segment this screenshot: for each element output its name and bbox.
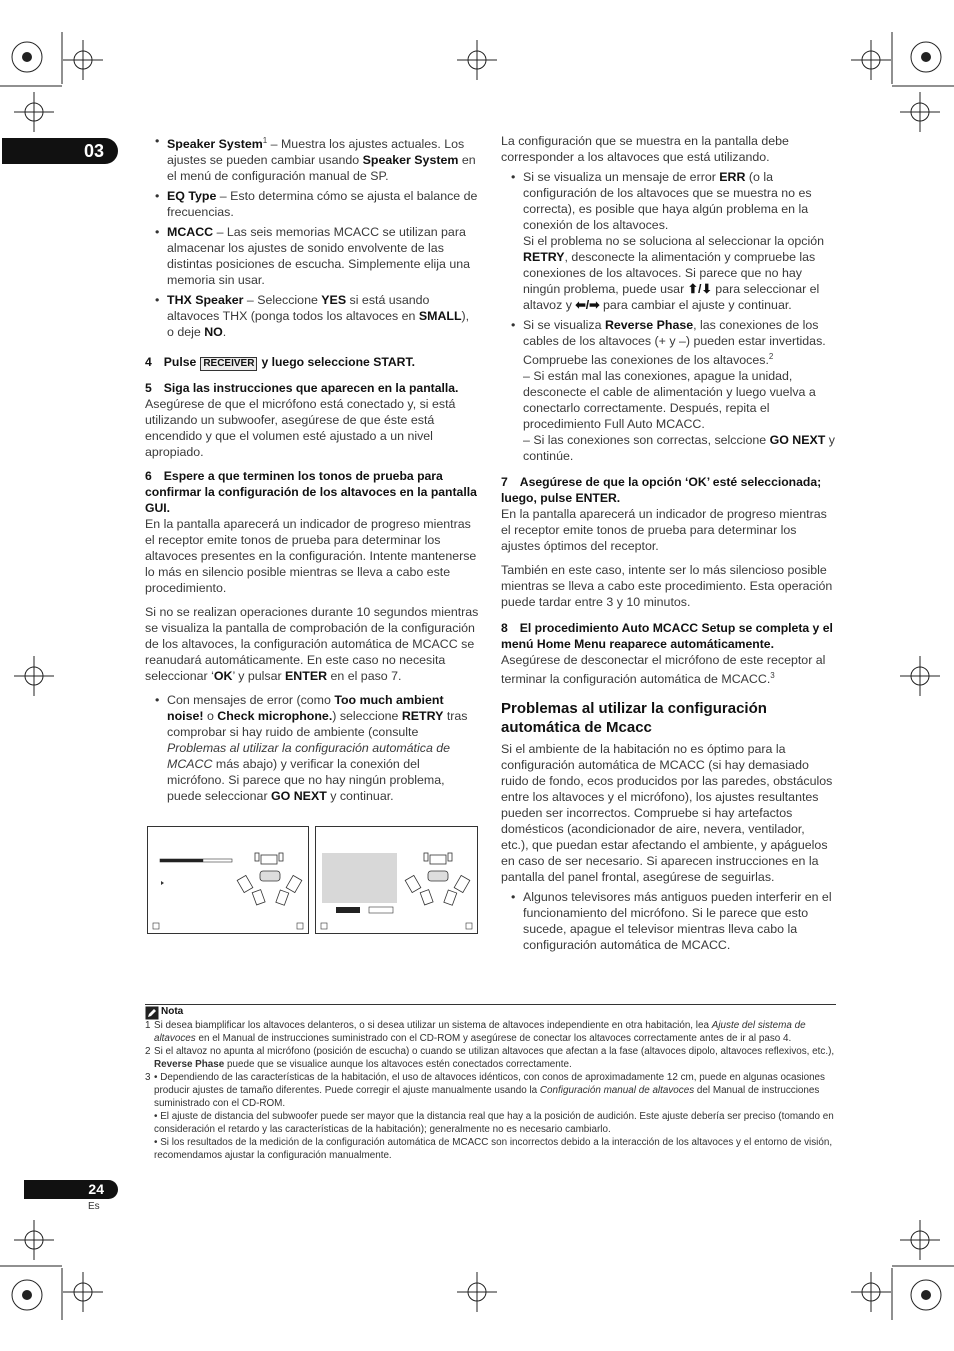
section-body: Si el ambiente de la habitación no es óptimo para la configuración automática de MCACC (si hay demasiado ruido de fondo, ecos producidos por las paredes, obstáculos entre los altavoces y el micrófono), los ajustes resultantes pueden ser incorrectos. Compruebe si hay artefactos domésticos (acondicionador de aire, nevera, ventilador, etc.), que puedan estar afectando el ambiente, y apáguelos en caso de ser necesario. Si aparecen instrucciones en la pantalla del panel frontal, asegúrese de seguirlas. — [501, 742, 833, 885]
bullet-tv-interference: • Algunos televisores más antiguos pueden interferir en el funcionamiento del micrófono. Si le parece que esto sucede, apague el televisor mientras lleva cabo la configuración automática de MCACC. — [501, 889, 835, 953]
step-8-title: 8 El procedimiento Auto MCACC Setup se completa y el menú Home Menu reaparece automáticamente. — [501, 621, 833, 652]
up-down-arrows-icon: ⬆/⬇ — [687, 282, 712, 296]
page-number: 24 — [24, 1180, 118, 1199]
bullet-mcacc: • MCACC – Las seis memorias MCACC se utilizan para almacenar los ajustes de sonido envolvente de las distintas posiciones de escucha. Simplemente elija una memoria sin usar. — [145, 224, 479, 288]
step-7-body: En la pantalla aparecerá un indicador de progreso mientras el receptor emite tonos de prueba para determinar los ajustes óptimos del receptor. — [501, 507, 827, 554]
receiver-button-glyph: RECEIVER — [200, 357, 257, 371]
step-5-title: 5 Siga las instrucciones que aparecen en la pantalla. — [145, 381, 459, 396]
right-intro: La configuración que se muestra en la pantalla debe corresponder a los altavoces que está utilizando. — [501, 134, 789, 164]
step-6-title: 6 Espere a que terminen los tonos de prueba para confirmar la configuración de los altavoces en la pantalla GUI. — [145, 469, 477, 516]
notes-section — [145, 1005, 836, 1162]
section-heading: Problemas al utilizar la configuración automática de Mcacc — [501, 700, 767, 737]
gui-screen-progress — [147, 826, 309, 934]
step-6-body: En la pantalla aparecerá un indicador de progreso mientras el receptor emite tonos de prueba para determinar los altavoces presentes en la configuración. Intente mantenerse lo más en silencio posible mientras se lleva a cabo este procedimiento. — [145, 517, 477, 596]
gui-screen-check — [315, 826, 478, 934]
step-5-body: Asegúrese de que el micrófono está conectado y, si está utilizando un subwoofer, asegúrese de que éste está encendido y que el volumen esté ajustado a un nivel apropiado. — [145, 397, 456, 460]
step-7-body-2: También en este caso, intente ser lo más silencioso posible mientras se lleva a cabo este procedimiento. Esta operación puede tardar entre 3 y 10 minutos. — [501, 563, 833, 610]
chapter-tab: 03 — [2, 138, 118, 164]
screen-illustration — [148, 827, 308, 933]
bullet-reverse-phase: • Si se visualiza Reverse Phase, las conexiones de los cables de los altavoces (+ y –) pueden estar invertidas. Compruebe las conexiones de los altavoces.$^2$ – Si están mal las conexiones, apague la unidad, desconecte el cable de alimentación y luego vuelva a conectarlo correctamente. Después, repita el procedimiento Full Auto MCACC. – Si las conexiones son correctas, selccione GO NEXT y continúe. — [501, 317, 835, 464]
ok-option — [336, 907, 360, 913]
footnote-3: 3 • Dependiendo de las características de la habitación, el uso de altavoces idénticos, con conos de aproximadamente 12 cm, puede en algunas ocasiones producir ajustes de tamaño diferentes. Puede corregir el ajuste manualmente usando la Configuración manual de altavoces del Manual de instrucciones suministrado con el CD-ROM. • El ajuste de distancia del subwoofer puede ser mayor que la distancia real que hay a la posición de audición. Este ajuste debería ser preciso (tomando en consideración el retardo y las características de la habitación); generalmente no es necesario cambiarlo. • Si los resultados de la medición de la configuración automática de MCACC son incorrectos debido a la interacción de los altavoces y el entorno de visión, recomendamos ajustar la configuración manualmente. — [145, 1072, 834, 1161]
bullet-err: • Si se visualiza un mensaje de error ERR (o la configuración de los altavoces que se muestra no es correcta), es posible que haya algún problema en la conexión de los altavoces. Si el problema no se soluciona al seleccionar la opción RETRY, desconecte la alimentación y compruebe las conexiones de los altavoces. Si parece que no hay ningún problema, puede usar ⬆/⬇ para seleccionar el altavoz y ⬅/➡ para cambiar el ajuste y continuar. — [501, 169, 835, 313]
right-column — [501, 133, 835, 957]
language-code: Es — [88, 1201, 100, 1212]
step-6-auto-resume: Si no se realizan operaciones durante 10 segundos mientras se visualiza la pantalla de comprobación de la configuración de los altavoces, la configuración automática de MCACC se reanudará automáticamente. En este caso no necesita seleccionar ‘OK’ y pulsar ENTER en el paso 7. — [145, 605, 479, 684]
left-right-arrows-icon: ⬅/➡ — [575, 298, 600, 312]
bullet-eq-type: • EQ Type – Esto determina cómo se ajusta el balance de frecuencias. — [145, 188, 479, 220]
left-column — [145, 133, 479, 808]
bullet-error-messages: • Con mensajes de error (como Too much ambient noise! o Check microphone.) seleccione RETRY tras comprobar si hay ruido de ambiente (consulte Problemas al utilizar la configuración automática de MCACC más abajo) y verificar la conexión del micrófono. Si parece que no hay ningún problema, puede seleccionar GO NEXT y continuar. — [145, 692, 479, 804]
footnote-2: 2 Si el altavoz no apunta al micrófono (posición de escucha) o cuando se utilizan altavoces que afectan a la fase (altavoces dipolo, altavoces reflexivos, etc.), Reverse Phase puede que se visualice aunque los altavoces estén conectados correctamente. — [145, 1046, 835, 1070]
screen-illustration-2 — [316, 827, 477, 933]
bullet-speaker-system: • Speaker System$^1$ – Muestra los ajustes actuales. Los ajustes se pueden cambiar usando Speaker System en el menú de configuración manual de SP. — [145, 133, 479, 184]
step-7-title: 7 Asegúrese de que la opción ‘OK’ esté seleccionada; luego, pulse ENTER. — [501, 475, 822, 506]
progress-bar-fill — [160, 859, 203, 862]
notes-title: Nota — [161, 1006, 184, 1017]
retry-option — [369, 907, 393, 913]
step-4: 4 Pulse RECEIVER y luego seleccione START. — [145, 355, 415, 370]
note-pencil-icon — [145, 1006, 159, 1020]
bullet-thx-speaker: • THX Speaker – Seleccione YES si está usando altavoces THX (ponga todos los altavoces en SMALL), o deje NO. — [145, 292, 479, 340]
step-8-body: Asegúrese de desconectar el micrófono de este receptor al terminar la configuración automática de MCACC.$^3$ — [501, 653, 826, 687]
footnote-1: 1 Si desea biamplificar los altavoces delanteros, o si desea utilizar un sistema de altavoces independiente en otra habitación, lea Ajuste del sistema de altavoces en el Manual de instrucciones suministrado con el CD-ROM y asegúrese de conectar los altavoces correctamente antes de ir al paso 4. — [145, 1020, 806, 1044]
